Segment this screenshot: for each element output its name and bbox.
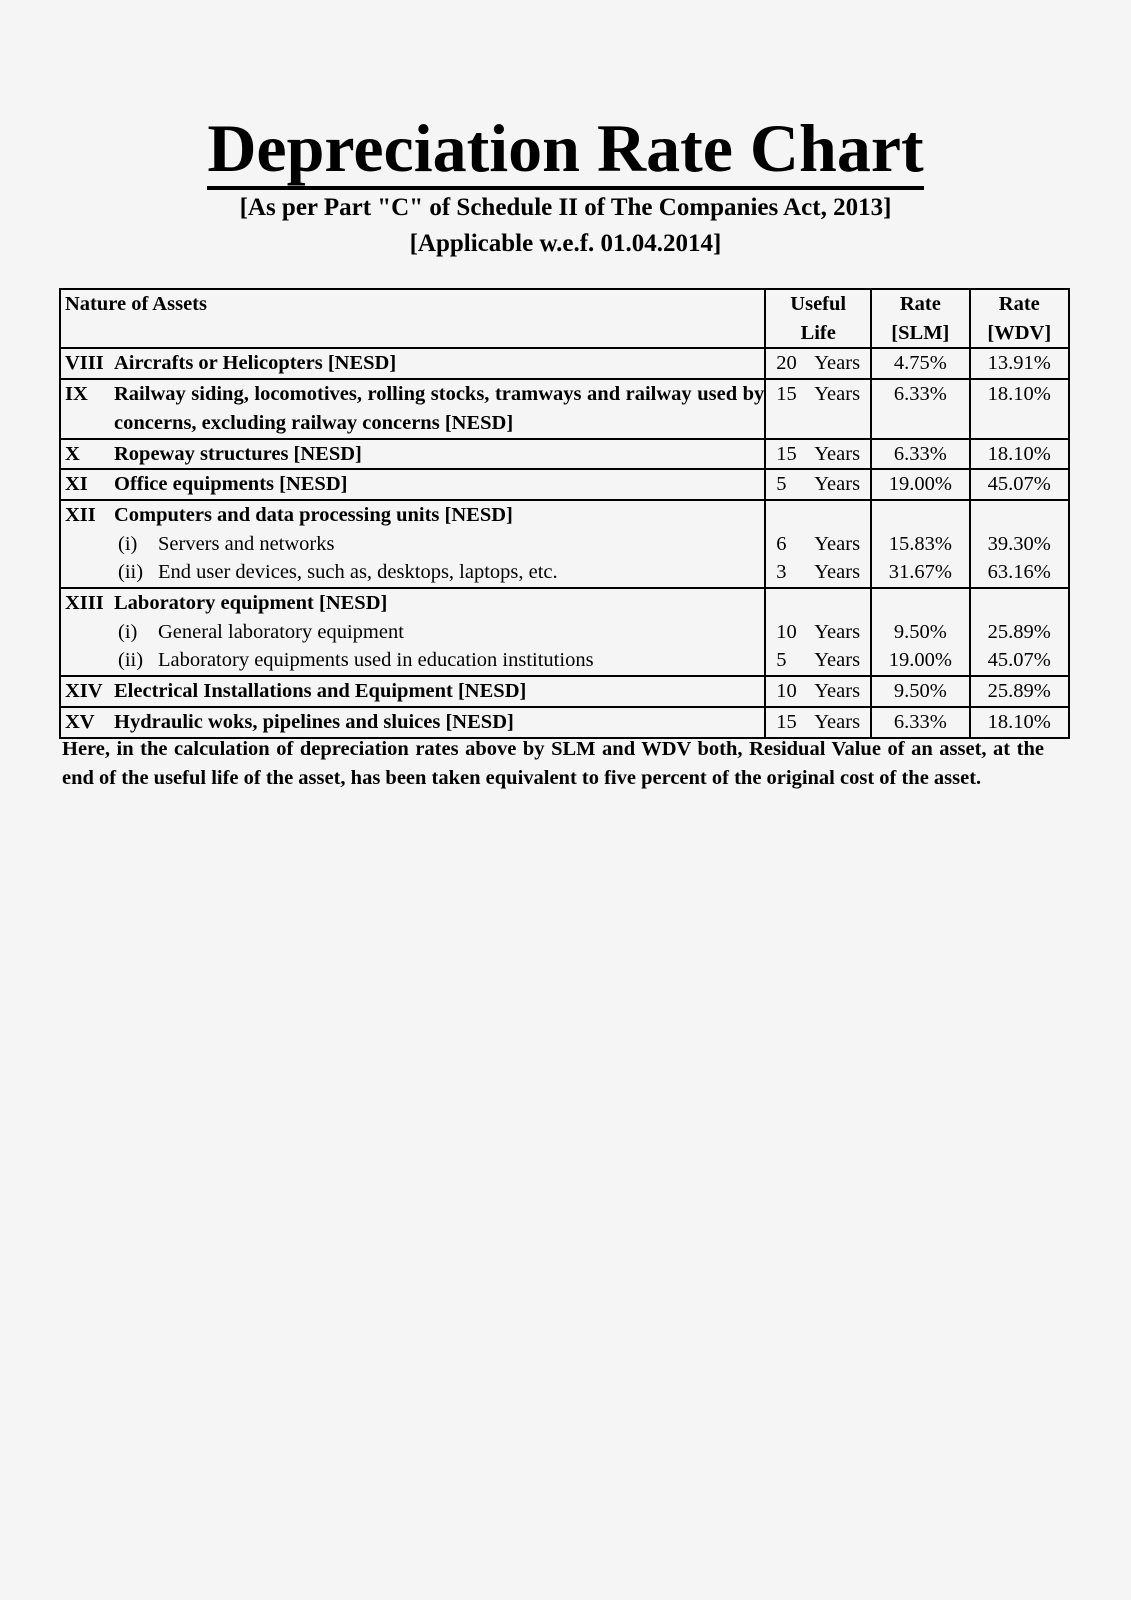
table-row [60, 500, 1069, 588]
sub-item-index: (i) [118, 532, 138, 555]
table-row [60, 707, 1069, 738]
asset-category [61, 501, 764, 530]
category-description: Computers and data processing units [NESD] [114, 503, 513, 526]
rate-wdv-cell: 13.91% [970, 348, 1069, 379]
rate-slm-cell: 19.00% [871, 469, 969, 500]
useful-life-value [766, 349, 870, 378]
rate-wdv-cell: 25.89% [970, 676, 1069, 707]
sub-item-index: (ii) [118, 561, 144, 584]
useful-life-number: 10 [776, 620, 797, 643]
rate-wdv-value: 39.30% [987, 532, 1051, 555]
asset-category [61, 440, 764, 469]
rate-wdv-cell [970, 588, 1069, 676]
useful-life-cell [765, 676, 871, 707]
category-description: Ropeway structures [NESD] [114, 442, 362, 465]
useful-life-unit: Years [814, 649, 861, 672]
asset-cell [60, 439, 765, 470]
useful-life-number: 6 [776, 532, 787, 555]
category-number: X [65, 442, 80, 465]
useful-life-number: 10 [776, 680, 797, 703]
rate-slm-value: 15.83% [888, 532, 952, 555]
category-description: Laboratory equipment [NESD] [114, 592, 388, 615]
rate-wdv-cell [970, 500, 1069, 588]
asset-cell [60, 500, 765, 588]
useful-life-value [766, 708, 870, 737]
subtitle-schedule: [As per Part "C" of Schedule II of The Companies Act, 2013] [239, 194, 892, 221]
sub-item-index: (ii) [118, 649, 144, 672]
useful-life-value [766, 618, 870, 647]
useful-life-number: 5 [776, 649, 787, 672]
useful-life-value [766, 440, 870, 469]
useful-life-value [766, 646, 870, 675]
table-row [60, 676, 1069, 707]
asset-category [61, 708, 764, 737]
rate-wdv-value: 25.89% [987, 620, 1051, 643]
header-rate-wdv: Rate [WDV] [970, 289, 1069, 348]
useful-life-number: 15 [776, 383, 797, 406]
category-description: Railway siding, locomotives, rolling stocks, tramways and railway used by concerns, excluding railway concerns [NESD] [114, 383, 765, 434]
table-row [60, 348, 1069, 379]
useful-life-unit: Years [814, 561, 861, 584]
category-number: XI [65, 473, 88, 496]
asset-category [61, 349, 764, 378]
rate-slm-cell: 4.75% [871, 348, 969, 379]
useful-life-number: 3 [776, 561, 787, 584]
useful-life-unit: Years [814, 680, 861, 703]
useful-life-cell [765, 469, 871, 500]
rate-slm-cell: 6.33% [871, 379, 969, 438]
useful-life-cell [765, 588, 871, 676]
rate-slm-value: 31.67% [888, 561, 952, 584]
sub-item [61, 618, 764, 647]
table-row [60, 439, 1069, 470]
rate-slm-cell: 6.33% [871, 439, 969, 470]
useful-life-unit: Years [814, 620, 861, 643]
header-useful-life: Useful Life [765, 289, 871, 348]
header-rate-slm: Rate [SLM] [871, 289, 969, 348]
useful-life-unit: Years [814, 710, 861, 733]
useful-life-unit: Years [814, 352, 861, 375]
category-description: Electrical Installations and Equipment [NESD] [114, 680, 527, 703]
category-number: IX [65, 383, 88, 406]
residual-value-note: Here, in the calculation of depreciation rates above by SLM and WDV both, Residual Value of an asset, at the end of the useful life of the asset, has been taken equivalent to five percent of the original cost of the asset. [62, 738, 1044, 789]
category-number: XII [65, 503, 96, 526]
asset-cell [60, 676, 765, 707]
useful-life-value [766, 558, 870, 587]
rate-slm-cell: 9.50% [871, 676, 969, 707]
rate-slm-value: 19.00% [888, 649, 952, 672]
useful-life-number: 5 [776, 473, 787, 496]
useful-life-value [766, 380, 870, 409]
sub-item-description: General laboratory equipment [158, 620, 404, 643]
category-description: Office equipments [NESD] [114, 473, 348, 496]
rate-wdv-cell: 18.10% [970, 439, 1069, 470]
asset-cell [60, 379, 765, 438]
rate-slm-cell: 6.33% [871, 707, 969, 738]
useful-life-unit: Years [814, 532, 861, 555]
sub-item-index: (i) [118, 620, 138, 643]
table-header-row [60, 289, 1069, 348]
category-number: XIV [65, 680, 103, 703]
useful-life-number: 20 [776, 352, 797, 375]
category-description: Aircrafts or Helicopters [NESD] [114, 352, 397, 375]
sub-item-description: End user devices, such as, desktops, laptops, etc. [158, 561, 558, 584]
useful-life-number: 15 [776, 442, 797, 465]
asset-category [61, 470, 764, 499]
table-row [60, 588, 1069, 676]
rate-wdv-value: 63.16% [987, 561, 1051, 584]
useful-life-unit: Years [814, 383, 861, 406]
depreciation-rate-table [59, 288, 1070, 739]
useful-life-cell [765, 348, 871, 379]
rate-slm-cell [871, 588, 969, 676]
useful-life-value [766, 470, 870, 499]
useful-life-cell [765, 379, 871, 438]
category-number: XV [65, 710, 95, 733]
header-nature-of-assets: Nature of Assets [60, 289, 765, 348]
sub-item [61, 646, 764, 675]
useful-life-cell [765, 500, 871, 588]
useful-life-cell [765, 707, 871, 738]
asset-category [61, 589, 764, 618]
useful-life-value [766, 530, 870, 559]
useful-life-unit: Years [814, 442, 861, 465]
rate-wdv-cell: 45.07% [970, 469, 1069, 500]
rate-slm-value: 9.50% [893, 620, 947, 643]
sub-item-description: Servers and networks [158, 532, 335, 555]
category-number: XIII [65, 592, 104, 615]
useful-life-cell [765, 439, 871, 470]
sub-item-description: Laboratory equipments used in education institutions [158, 649, 594, 672]
rate-wdv-cell: 18.10% [970, 379, 1069, 438]
useful-life-value [766, 677, 870, 706]
asset-category [61, 380, 764, 437]
asset-cell [60, 469, 765, 500]
page-title: Depreciation Rate Chart [0, 106, 1131, 190]
useful-life-number: 15 [776, 710, 797, 733]
rate-wdv-cell: 18.10% [970, 707, 1069, 738]
subtitle-applicable-date: [Applicable w.e.f. 01.04.2014] [409, 230, 722, 257]
category-description: Hydraulic woks, pipelines and sluices [NESD] [114, 710, 514, 733]
useful-life-unit: Years [814, 473, 861, 496]
table-row [60, 469, 1069, 500]
sub-item [61, 530, 764, 559]
sub-item [61, 558, 764, 587]
asset-cell [60, 707, 765, 738]
rate-slm-cell [871, 500, 969, 588]
category-number: VIII [65, 352, 104, 375]
asset-cell [60, 588, 765, 676]
rate-wdv-value: 45.07% [987, 649, 1051, 672]
table-row [60, 379, 1069, 438]
asset-category [61, 677, 764, 706]
asset-cell [60, 348, 765, 379]
